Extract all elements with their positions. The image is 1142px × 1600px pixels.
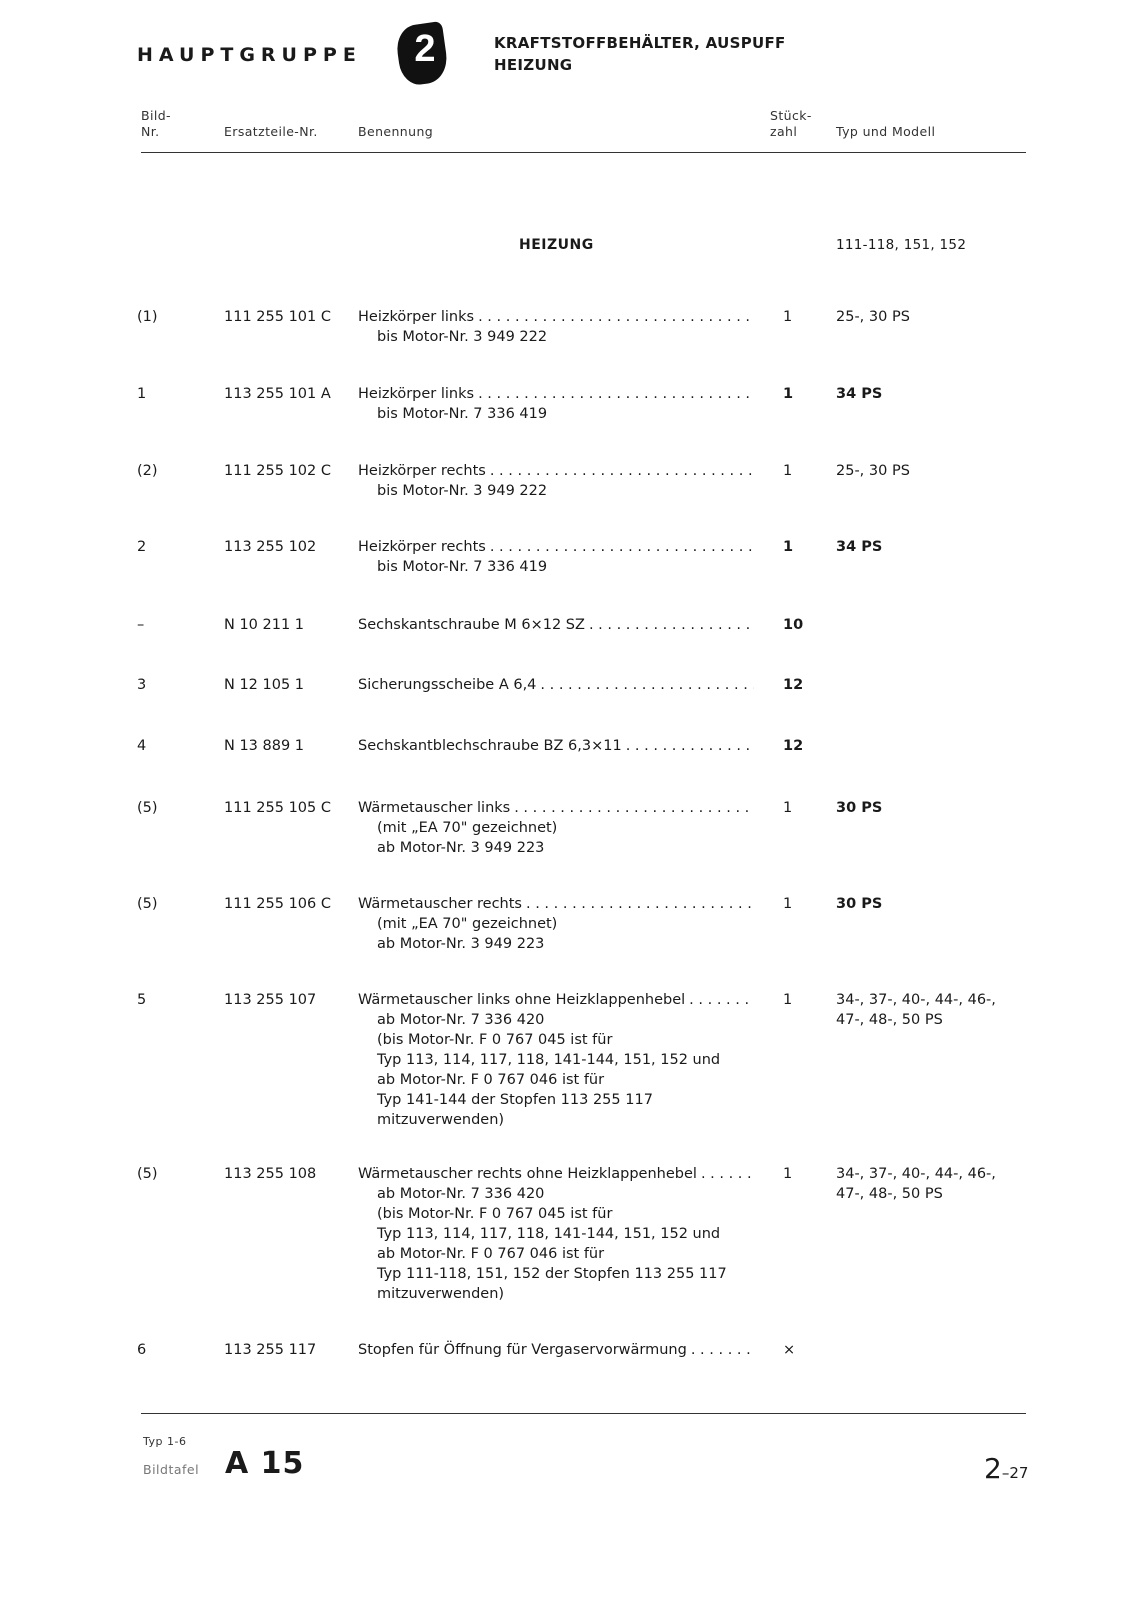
hauptgruppe-label: HAUPTGRUPPE — [137, 44, 362, 66]
footer-typ: Typ 1-6 — [143, 1435, 187, 1448]
leader-dots — [490, 461, 754, 481]
ersatzteile-nr: 111 255 102 C — [224, 463, 331, 479]
benennung-note: ab Motor-Nr. F 0 767 046 ist für — [377, 1072, 605, 1088]
stueckzahl: 1 — [783, 386, 794, 402]
stueckzahl: 1 — [783, 309, 793, 325]
benennung — [358, 615, 758, 635]
benennung — [358, 798, 758, 858]
typ-und-modell — [836, 461, 1046, 481]
leader-dots — [478, 384, 754, 404]
bild-nr: 5 — [137, 992, 147, 1008]
benennung-note: (bis Motor-Nr. F 0 767 045 ist für — [377, 1032, 613, 1048]
leader-dots — [626, 736, 754, 756]
section-title: HEIZUNG — [519, 237, 594, 253]
col-stueckzahl-header: Stück- zahl — [770, 108, 812, 139]
page-number: 2–27 — [984, 1452, 1029, 1485]
bild-nr: 2 — [137, 539, 147, 555]
footer-bildtafel-id: A 15 — [225, 1446, 305, 1481]
typ-und-modell — [836, 894, 1046, 914]
group-number: 2 — [414, 28, 436, 70]
stueckzahl: 1 — [783, 992, 793, 1008]
benennung — [358, 736, 758, 756]
col-benennung-header: Benennung — [358, 124, 434, 139]
footer-bildtafel-label: Bildtafel — [143, 1462, 200, 1477]
benennung-note: (mit „EA 70" gezeichnet) — [377, 820, 558, 836]
bild-nr: (1) — [137, 309, 158, 325]
col-bild-header: Bild- Nr. — [141, 108, 171, 139]
benennung — [358, 307, 758, 347]
benennung-note: ab Motor-Nr. 3 949 223 — [377, 840, 545, 856]
ersatzteile-nr: 113 255 107 — [224, 992, 317, 1008]
ersatzteile-nr: 113 255 102 — [224, 539, 317, 555]
typ-und-modell — [836, 537, 1046, 557]
benennung-note: ab Motor-Nr. 7 336 420 — [377, 1186, 545, 1202]
benennung-text: Wärmetauscher rechts — [358, 896, 522, 912]
stueckzahl: 10 — [783, 617, 804, 633]
typ-und-modell — [836, 307, 1046, 327]
benennung — [358, 461, 758, 501]
typ-line: 34 PS — [836, 539, 883, 555]
benennung-note: (bis Motor-Nr. F 0 767 045 ist für — [377, 1206, 613, 1222]
benennung-note: Typ 111-118, 151, 152 der Stopfen 113 255 117 — [377, 1266, 727, 1282]
ersatzteile-nr: 113 255 108 — [224, 1166, 317, 1182]
benennung — [358, 1164, 758, 1304]
benennung-note: bis Motor-Nr. 3 949 222 — [377, 483, 548, 499]
header-rule — [141, 152, 1026, 153]
typ-line: 25-, 30 PS — [836, 463, 910, 479]
leader-dots — [540, 675, 754, 695]
ersatzteile-nr: N 13 889 1 — [224, 738, 305, 754]
ersatzteile-nr: 111 255 105 C — [224, 800, 331, 816]
typ-line: 30 PS — [836, 896, 883, 912]
bild-nr: (5) — [137, 800, 158, 816]
ersatzteile-nr: 113 255 117 — [224, 1342, 317, 1358]
benennung-text: Stopfen für Öffnung für Vergaservorwärmung — [358, 1342, 687, 1358]
leader-dots — [589, 615, 754, 635]
benennung-text: Heizkörper rechts — [358, 463, 486, 479]
benennung-text: Sechskantschraube M 6×12 SZ — [358, 617, 585, 633]
col-ersatzteile-header: Ersatzteile-Nr. — [224, 124, 318, 139]
bild-nr: (5) — [137, 896, 158, 912]
benennung-text: Wärmetauscher links — [358, 800, 511, 816]
benennung-note: bis Motor-Nr. 7 336 419 — [377, 406, 548, 422]
benennung — [358, 537, 758, 577]
leader-dots — [514, 798, 754, 818]
typ-und-modell — [836, 798, 1046, 818]
typ-line: 34 PS — [836, 386, 883, 402]
typ-und-modell — [836, 990, 1046, 1030]
stueckzahl: 1 — [783, 1166, 793, 1182]
page-number-sub: 27 — [1009, 1464, 1029, 1482]
footer-rule — [141, 1413, 1026, 1414]
bild-nr: (5) — [137, 1166, 158, 1182]
benennung-text: Heizkörper links — [358, 386, 475, 402]
bild-nr: (2) — [137, 463, 158, 479]
bild-nr: 1 — [137, 386, 147, 402]
typ-line: 30 PS — [836, 800, 883, 816]
leader-dots — [526, 894, 754, 914]
ersatzteile-nr: 111 255 101 C — [224, 309, 331, 325]
group-number-badge — [398, 24, 448, 88]
stueckzahl: 12 — [783, 677, 804, 693]
benennung-note: (mit „EA 70" gezeichnet) — [377, 916, 558, 932]
benennung — [358, 990, 758, 1130]
benennung-note: mitzuverwenden) — [377, 1112, 505, 1128]
typ-und-modell — [836, 384, 1046, 404]
benennung-text: Wärmetauscher rechts ohne Heizklappenhebel — [358, 1166, 697, 1182]
page-title-line2: HEIZUNG — [494, 56, 573, 74]
typ-line: 47-, 48-, 50 PS — [836, 1012, 943, 1028]
benennung-text: Wärmetauscher links ohne Heizklappenhebel — [358, 992, 686, 1008]
typ-und-modell — [836, 1164, 1046, 1204]
leader-dots — [490, 537, 754, 557]
stueckzahl: 12 — [783, 738, 804, 754]
ersatzteile-nr: N 12 105 1 — [224, 677, 305, 693]
stueckzahl: 1 — [783, 463, 793, 479]
ersatzteile-nr: N 10 211 1 — [224, 617, 305, 633]
typ-line: 47-, 48-, 50 PS — [836, 1186, 943, 1202]
col-typ-header: Typ und Modell — [836, 124, 936, 139]
benennung-note: Typ 141-144 der Stopfen 113 255 117 — [377, 1092, 653, 1108]
stueckzahl: 1 — [783, 896, 793, 912]
benennung-text: Sechskantblechschraube BZ 6,3×11 — [358, 738, 622, 754]
section-typ: 111-118, 151, 152 — [836, 237, 967, 253]
bild-nr: 6 — [137, 1342, 147, 1358]
leader-dots — [701, 1164, 754, 1184]
benennung-note: ab Motor-Nr. F 0 767 046 ist für — [377, 1246, 605, 1262]
bild-nr: 4 — [137, 738, 147, 754]
benennung-text: Sicherungsscheibe A 6,4 — [358, 677, 537, 693]
page-number-main: 2 — [984, 1452, 1002, 1485]
ersatzteile-nr: 113 255 101 A — [224, 386, 331, 402]
ersatzteile-nr: 111 255 106 C — [224, 896, 331, 912]
benennung — [358, 894, 758, 954]
bild-nr: 3 — [137, 677, 147, 693]
stueckzahl: 1 — [783, 539, 794, 555]
leader-dots — [689, 990, 754, 1010]
leader-dots — [478, 307, 754, 327]
benennung-note: Typ 113, 114, 117, 118, 141-144, 151, 152 und — [377, 1226, 721, 1242]
benennung — [358, 675, 758, 695]
stueckzahl: 1 — [783, 800, 793, 816]
benennung — [358, 1340, 758, 1360]
typ-line: 25-, 30 PS — [836, 309, 910, 325]
benennung-note: bis Motor-Nr. 7 336 419 — [377, 559, 548, 575]
benennung-note: ab Motor-Nr. 7 336 420 — [377, 1012, 545, 1028]
benennung-note: mitzuverwenden) — [377, 1286, 505, 1302]
stueckzahl: × — [783, 1342, 796, 1358]
benennung — [358, 384, 758, 424]
benennung-text: Heizkörper links — [358, 309, 475, 325]
benennung-text: Heizkörper rechts — [358, 539, 486, 555]
page-title-line1: KRAFTSTOFFBEHÄLTER, AUSPUFF — [494, 34, 786, 52]
typ-line: 34-, 37-, 40-, 44-, 46-, — [836, 1166, 996, 1182]
typ-line: 34-, 37-, 40-, 44-, 46-, — [836, 992, 996, 1008]
leader-dots — [691, 1340, 754, 1360]
bild-nr: – — [137, 617, 145, 633]
benennung-note: Typ 113, 114, 117, 118, 141-144, 151, 152 und — [377, 1052, 721, 1068]
benennung-note: ab Motor-Nr. 3 949 223 — [377, 936, 545, 952]
benennung-note: bis Motor-Nr. 3 949 222 — [377, 329, 548, 345]
